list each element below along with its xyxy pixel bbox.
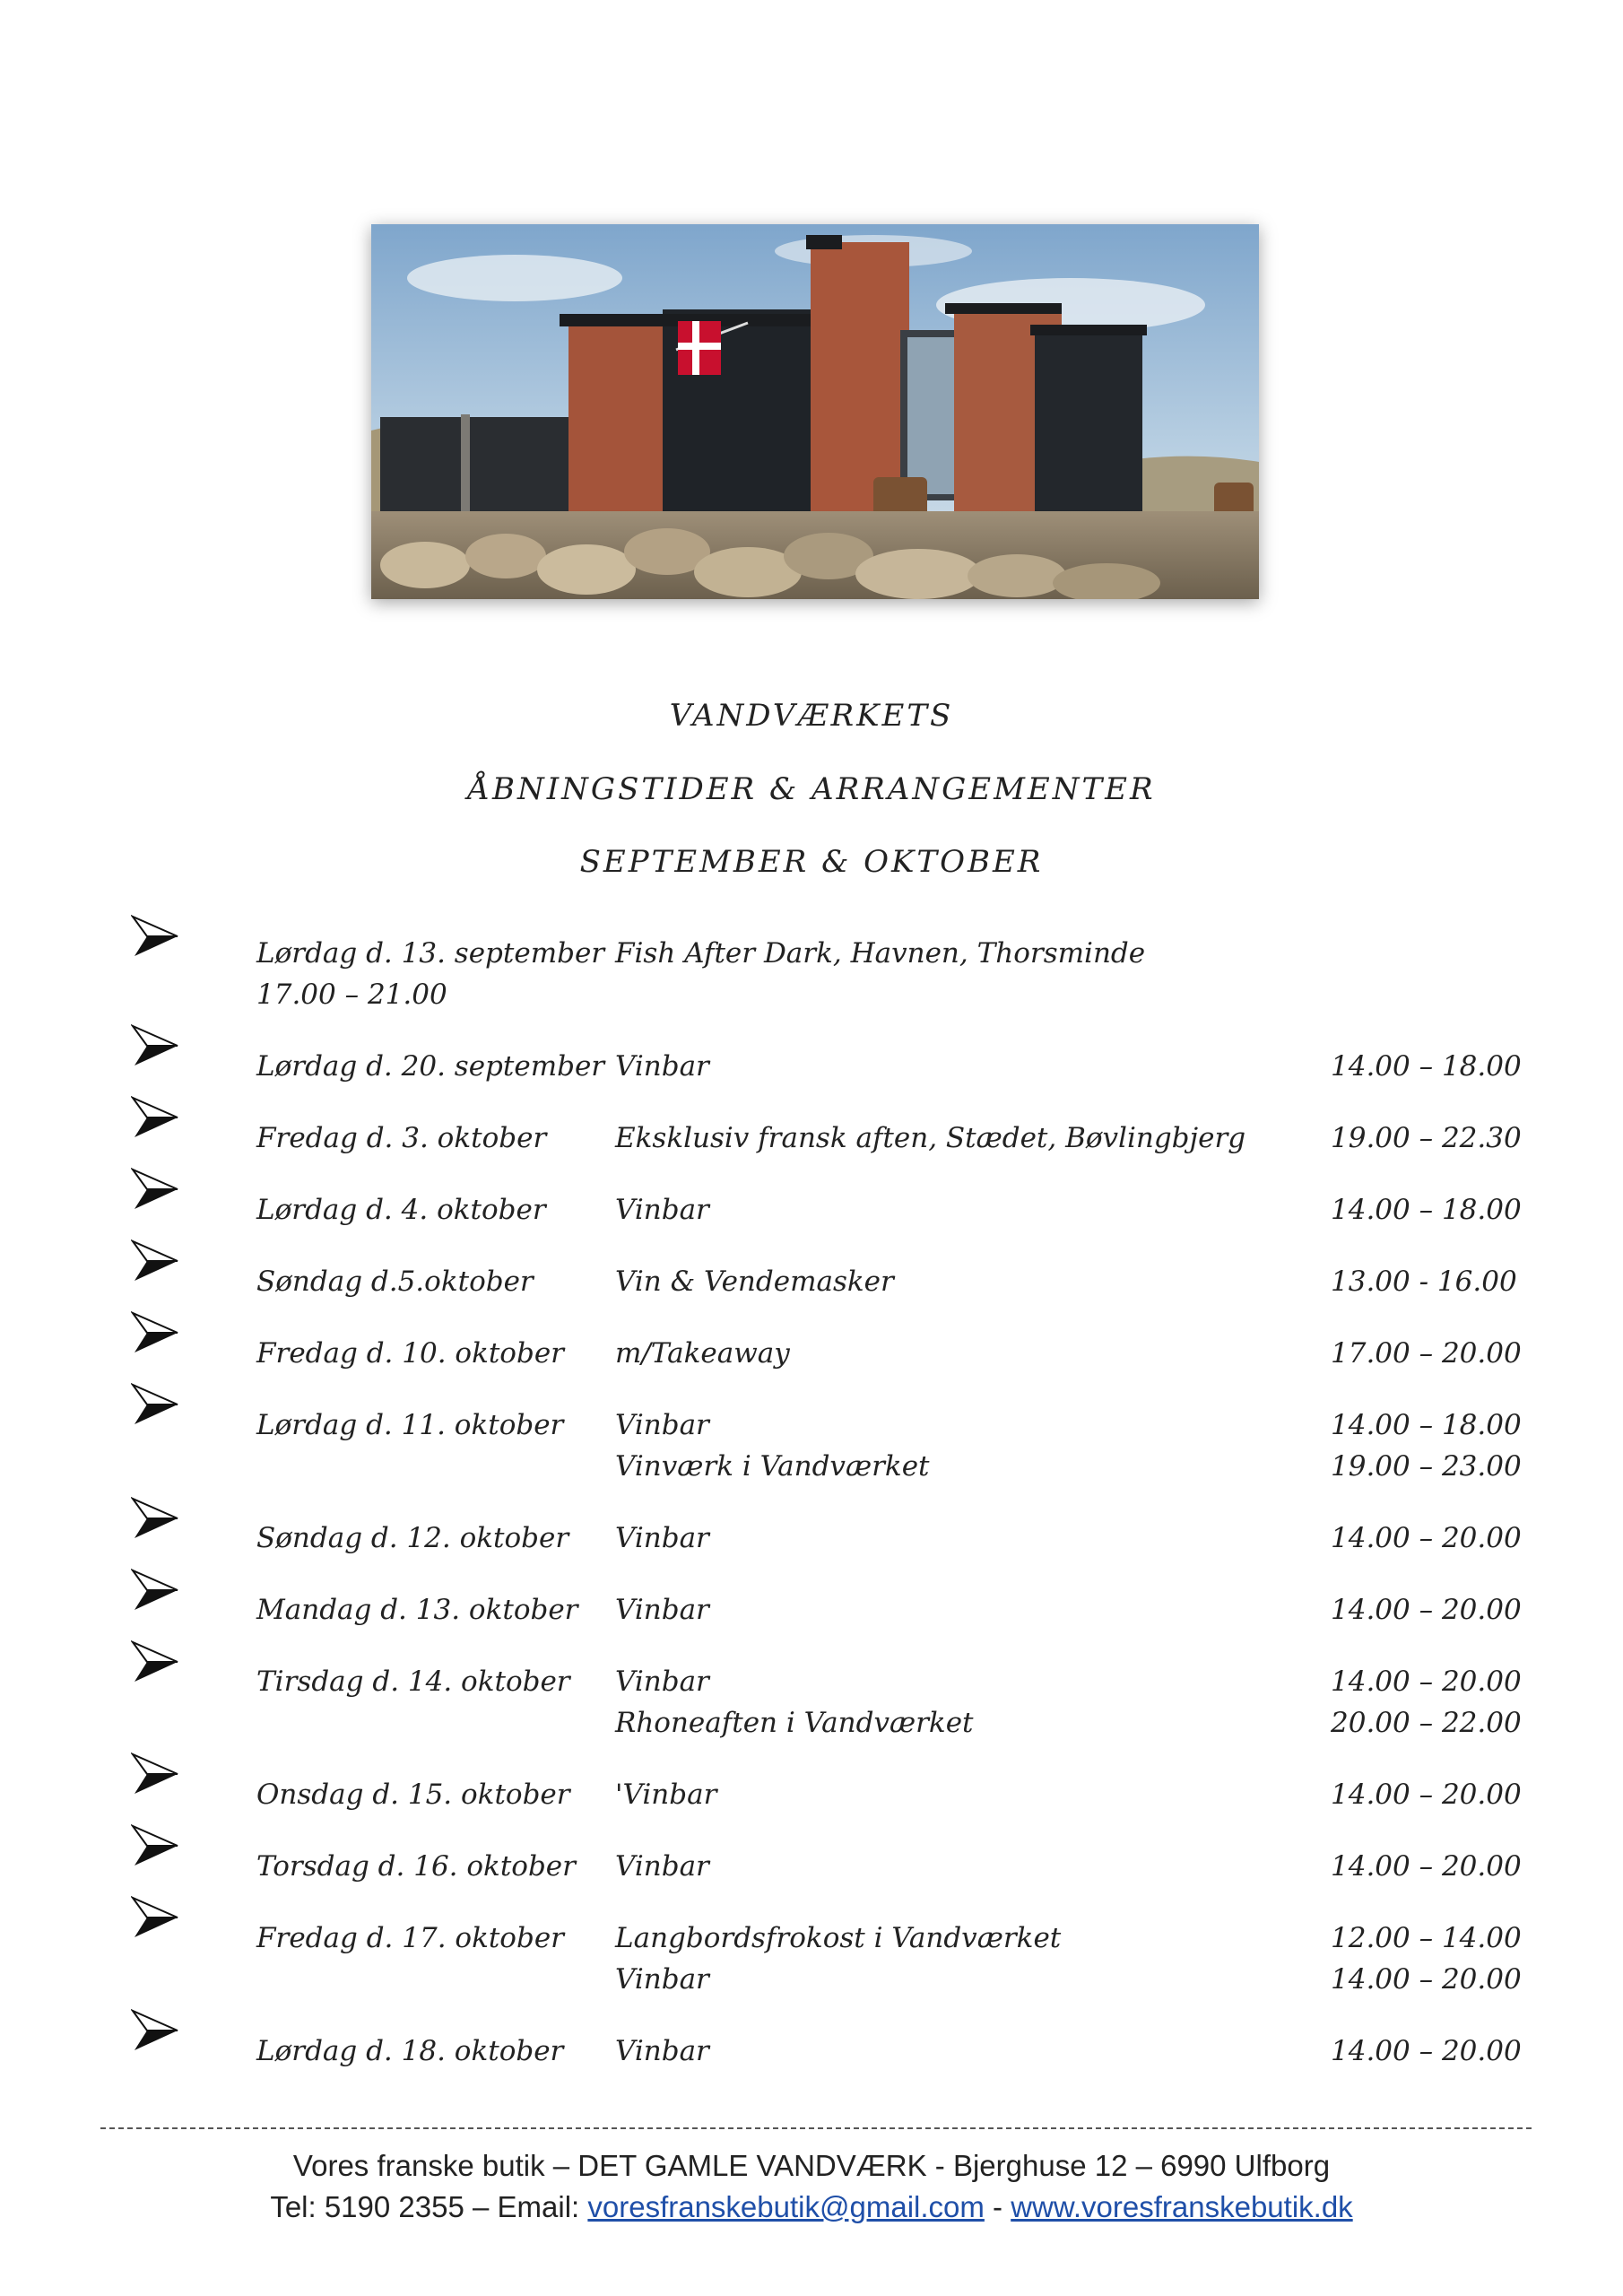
event-name: Rhoneaften i Vandværket xyxy=(615,1707,974,1739)
footer-contact xyxy=(0,2190,1623,2224)
footer-address: Vores franske butik – DET GAMLE VANDVÆRK - Bjerghuse 12 – 6990 Ulfborg xyxy=(292,2149,1331,2182)
event-day: Søndag d. 12. oktober xyxy=(256,1522,569,1554)
event-day: Fredag d. 3. oktober xyxy=(256,1122,547,1154)
event-day: Lørdag d. 11. oktober xyxy=(256,1409,564,1441)
arrow-bullet-icon xyxy=(131,1238,179,1283)
event-day: Onsdag d. 15. oktober xyxy=(256,1779,570,1811)
header-photo xyxy=(371,224,1259,599)
event-name: Vinbar xyxy=(615,1409,709,1441)
event-time: 17.00 – 21.00 xyxy=(256,978,447,1011)
arrow-bullet-icon xyxy=(131,1495,179,1540)
event-name: Vinbar xyxy=(615,1963,709,1996)
event-name: Vinbar xyxy=(615,1194,709,1226)
arrow-bullet-icon xyxy=(131,1567,179,1612)
event-time: 13.00 - 16.00 xyxy=(1331,1265,1517,1298)
website-link[interactable]: www.voresfranskebutik.dk xyxy=(1011,2190,1353,2223)
event-name: Fish After Dark, Havnen, Thorsminde xyxy=(615,937,1146,970)
event-time: 14.00 – 20.00 xyxy=(1331,1850,1522,1883)
event-name: Vinbar xyxy=(615,1522,709,1554)
arrow-bullet-icon xyxy=(131,1894,179,1939)
event-day: Tirsdag d. 14. oktober xyxy=(256,1665,570,1698)
arrow-bullet-icon xyxy=(131,2007,179,2052)
footer-divider xyxy=(100,2127,1532,2129)
arrow-bullet-icon xyxy=(131,1751,179,1796)
event-name: Vinbar xyxy=(615,1594,709,1626)
arrow-bullet-icon xyxy=(131,1822,179,1867)
event-day: Lørdag d. 18. oktober xyxy=(256,2035,564,2067)
event-day: Lørdag d. 4. oktober xyxy=(256,1194,546,1226)
arrow-bullet-icon xyxy=(131,913,179,958)
event-time: 14.00 – 18.00 xyxy=(1331,1050,1522,1083)
event-time: 17.00 – 20.00 xyxy=(1331,1337,1522,1370)
event-time: 14.00 – 20.00 xyxy=(1331,1665,1522,1698)
event-name: Vinbar xyxy=(615,1850,709,1883)
event-time: 20.00 – 22.00 xyxy=(1331,1707,1522,1739)
page-subtitle: ÅBNINGSTIDER & ARRANGEMENTER xyxy=(467,771,1156,807)
email-link[interactable]: voresfranskebutik@gmail.com xyxy=(587,2190,985,2223)
event-name: Vin & Vendemasker xyxy=(615,1265,894,1298)
event-name: Vinbar xyxy=(615,1665,709,1698)
event-name: Eksklusiv fransk aften, Stædet, Bøvlingbjerg xyxy=(615,1122,1246,1154)
page-title: VANDVÆRKETS xyxy=(669,698,954,734)
event-day: Lørdag d. 20. september xyxy=(256,1050,605,1083)
arrow-bullet-icon xyxy=(131,1094,179,1139)
event-time: 14.00 – 20.00 xyxy=(1331,1522,1522,1554)
event-name: m/Takeaway xyxy=(615,1337,790,1370)
event-day: Fredag d. 17. oktober xyxy=(256,1922,564,1954)
event-time: 19.00 – 23.00 xyxy=(1331,1450,1522,1483)
event-day: Fredag d. 10. oktober xyxy=(256,1337,564,1370)
arrow-bullet-icon xyxy=(131,1022,179,1067)
arrow-bullet-icon xyxy=(131,1639,179,1683)
event-day: Søndag d.5.oktober xyxy=(256,1265,534,1298)
event-day: Lørdag d. 13. september xyxy=(256,937,605,970)
event-time: 14.00 – 20.00 xyxy=(1331,1963,1522,1996)
event-time: 14.00 – 18.00 xyxy=(1331,1409,1522,1441)
arrow-bullet-icon xyxy=(131,1309,179,1354)
event-day: Torsdag d. 16. oktober xyxy=(256,1850,576,1883)
footer-separator: - xyxy=(984,2190,1011,2223)
building-photo-image xyxy=(371,224,1259,599)
event-name: Vinbar xyxy=(615,2035,709,2067)
event-name: Vinværk i Vandværket xyxy=(615,1450,930,1483)
period-heading: SEPTEMBER & OKTOBER xyxy=(579,844,1044,880)
event-time: 14.00 – 18.00 xyxy=(1331,1194,1522,1226)
footer-tel: Tel: 5190 2355 – Email: xyxy=(270,2190,588,2223)
event-name: Vinbar xyxy=(615,1050,709,1083)
event-time: 14.00 – 20.00 xyxy=(1331,1779,1522,1811)
event-day: Mandag d. 13. oktober xyxy=(256,1594,578,1626)
event-time: 14.00 – 20.00 xyxy=(1331,2035,1522,2067)
event-time: 14.00 – 20.00 xyxy=(1331,1594,1522,1626)
arrow-bullet-icon xyxy=(131,1381,179,1426)
event-time: 12.00 – 14.00 xyxy=(1331,1922,1522,1954)
arrow-bullet-icon xyxy=(131,1166,179,1211)
event-name: 'Vinbar xyxy=(615,1779,717,1811)
event-time: 19.00 – 22.30 xyxy=(1331,1122,1522,1154)
event-name: Langbordsfrokost i Vandværket xyxy=(615,1922,1062,1954)
